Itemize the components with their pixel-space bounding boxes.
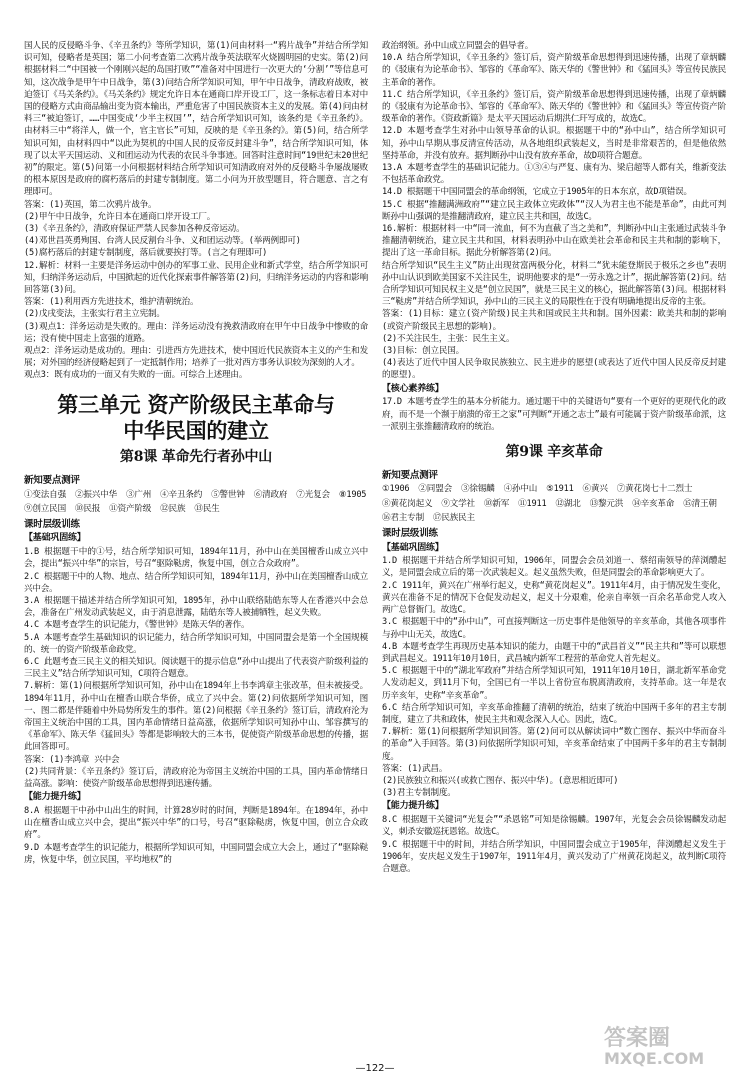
answer-line: (3)《辛丑条约》，清政府保证严禁人民参加各种反帝运动。 (24, 224, 245, 235)
key-point-item: ③广州 (125, 489, 152, 500)
exercise-item: 3.C 根据题干中的“孙中山”，可直接判断这一历史事件是他领导的辛亥革命，其他各项事件与孙中山无关，故选C。 (382, 617, 726, 640)
answer-line: (3)君主专制制度。 (382, 788, 456, 799)
key-point-item: ②同盟会 (418, 484, 452, 495)
answer-line: 答案：(1)目标：建立(资产阶级)民主共和国或民主共和制。国外因素：欧美共和制的影响(或资产阶级民主思想的影响)。 (382, 309, 726, 332)
exercise-item: 6.C 此题考查三民主义的相关知识。阅读题干的提示信息“孙中山提出了代表资产阶级利益的三民主义”结合所学知识可知，C项符合题意。 (24, 657, 368, 680)
answer-line: (2)戊戌变法，主张实行君主立宪制。 (24, 309, 165, 320)
key-point-item: ⑦黄花岗七十二烈士 (616, 484, 693, 495)
exercise-item: 结合所学知识“民生主义”防止出现贫富两极分化，材料二“犹未能登斯民于极乐之乡也”表明孙中山认识到欧美国家不关注民生，说明他要求的是“一劳永逸之计”，据此解答第(2)问。结合所学知识可知民权主义是“创立民国”，就是三民主义的核心，据此解答第(3)问。根据材料三“鞑虏”并结合所学知识，孙中山的三民主义的局限性在于没有明确地提出反帝的主张。 (382, 260, 726, 308)
key-point-item: ⑯君主专制 (382, 512, 424, 523)
key-points-9-list (382, 483, 726, 524)
key-point-item: ⑫湖北 (555, 498, 581, 509)
answer-line: 观点2：洋务运动是成功的。理由：引进西方先进技术，使中国近代民族资本主义的产生和发展；对外国的经济侵略起到了一定抵制作用；培养了一批对西方事务认识较为深刻的人才。 (24, 346, 368, 369)
key-point-item: ⑦光复会 (296, 489, 330, 500)
key-point-item: ⑨文学社 (441, 498, 475, 509)
lesson8-continued (382, 40, 726, 308)
two-column-body (24, 40, 726, 1062)
answer-line: 答案：(1)利用西方先进技术，维护清朝统治。 (24, 297, 199, 308)
exercise-item: 11.C 结合所学知识，《辛丑条约》签订后，资产阶级革命思想得到迅速传播，出现了章炳麟的《驳康有为论革命书》、邹容的《革命军》、陈天华的《警世钟》和《猛回头》等宣传资产阶级革命的著作。《资政新篇》是太平天国运动后期洪仁玕写成的，故选C。 (382, 89, 726, 125)
ability-heading: 【能力提升练】 (24, 792, 86, 803)
left-column (24, 40, 368, 1062)
exercise-item: 2.C 1911年，黄兴在广州举行起义，史称“黄花岗起义”。1911年4月，由于情况发生变化，黄兴在准备不足的情况下仓促发动起义，起义十分艰难，伦亲自率领一百余名革命党人攻入两广总督衙门。故选C。 (382, 580, 726, 616)
key-point-item: ①1906 (382, 484, 410, 495)
answer-line: (3)目标：创立民国。 (382, 346, 465, 357)
answer-line: (2)民族独立和振兴(或救亡图存、振兴中华)。(意思相近即可) (382, 775, 619, 786)
key-point-item: ⑬民生 (194, 503, 220, 514)
key-point-item: ④辛丑条约 (160, 489, 203, 500)
key-point-item: ⑬黎元洪 (589, 498, 624, 509)
answer-line: (2)共同背景：《辛丑条约》签订后，清政府沦为帝国主义统治中国的工具，国内革命情绪日益高涨。影响：使资产阶级革命思想得到迅速传播。 (24, 766, 368, 790)
basic-9-exercises (382, 555, 726, 762)
exercise-item: 12.D 本题考查学生对孙中山领导革命的认识。根据题干中的“孙中山”，结合所学知识可知，孙中山早期从事反清宣传活动，从各地组织武装起义，当时是非常艰苦的，但是他依然坚持革命，并没有放弃。据判断孙中山没有放弃革命，故D项符合题意。 (382, 126, 726, 161)
practice-9-heading: 课时层级训练 (382, 528, 438, 540)
key-points-heading: 新知要点测评 (24, 475, 80, 487)
key-point-item: ⑪资产阶级 (109, 503, 152, 514)
key-points-9-heading: 新知要点测评 (382, 469, 438, 481)
key-point-item: ⑨创立民国 (24, 503, 66, 514)
answer-line: (3)观点1：洋务运动是失败的。理由：洋务运动没有挽救清政府在甲午中日战争中惨败的命运；没有使中国走上富强的道路。 (24, 321, 368, 344)
unit-title-line-2: 中华民国的建立 (123, 417, 269, 443)
basic-heading: 【基础巩固练】 (24, 533, 86, 544)
key-point-item: ⑮清王朝 (683, 498, 717, 509)
lesson-8-title: 第8课 革命先行者孙中山 (119, 449, 273, 466)
answer-line: (4)邓世昌英勇殉国、台湾人民反割台斗争、义和团运动等。(举两例即可) (24, 236, 301, 247)
exercise-item: 10.A 结合所学知识，《辛丑条约》签订后，资产阶级革命思想得到迅速传播，出现了章炳麟的《驳康有为论革命书》、邹容的《革命军》、陈天华的《警世钟》和《猛回头》等宣传民族民主革命的著作。 (382, 53, 726, 88)
ability-9-exercises (382, 814, 726, 875)
exercise-item: 4.C 本题考查学生的识记能力，《警世钟》是陈天华的著作。 (24, 620, 250, 631)
key-point-item: ④孙中山 (503, 484, 538, 495)
answer-line: (5)腐朽落后的封建专制制度，落后就要挨打等。(言之有理即可) (24, 248, 268, 259)
analysis-paragraph: 国人民的反侵略斗争、《辛丑条约》等所学知识，第(1)问由材料一“鸦片战争”并结合所学知识可知，侵略者是英国；第二小问考查第二次鸦片战争英法联军火烧圆明园的史实。第(2)问根据材料二“中国被一个刚刚兴起的岛国打败”“准备对中国进行一次更大的‘分割’”等信息可知，这次战争是甲午中日战争，第(3)问结合所学知识可知，甲午中日战争，清政府战败，被迫签订《马关条约》。《马关条约》规定允许日本在通商口岸开设工厂，这一条标志着日本对中国的侵略方式由商品输出变为资本输出，严重危害了中国民族资本主义的发展。第(4)问由材料三“被迫签订，……中国变成‘少半主权国’”，结合所学知识可知，该条约是《辛丑条约》。由材料三中“将洋人，做一个，官主官长”可知，反映的是《辛丑条约》。第(5)问，结合所学知识可知，由材料四中“以此为契机的中国人民的反帝反封建斗争”，结合所学知识可知，体现了以太平天国运动、义和团运动为代表的农民斗争事迹。回答时注意时间“19世纪末20世纪初”的限定。第(5)问第一小问根据材料结合所学知识可知清政府对外的反侵略斗争屡战屡败的根本原因是政府的腐朽落后的封建专制制度。第二小问为开放型题目，符合题意、言之有理即可。 (24, 41, 368, 198)
answer-line: 答案：(1)李鸿章 兴中会 (24, 754, 120, 765)
answer-line: 观点3：既有成功的一面又有失败的一面。可综合上述理由。 (24, 370, 248, 381)
exercise-item: 8.C 根据题干关键词“光复会”“杀恩铭”可知是徐锡麟。1907年，光复会会员徐锡麟发动起义，刺杀安徽巡抚恩铭。故选C。 (382, 815, 726, 838)
exercise-item: 5.A 本题考查学生基础知识的识记能力，结合所学知识可知，中国同盟会是第一个全国规模的、统一的资产阶级革命政党。 (24, 632, 368, 655)
ability-exercises (24, 805, 368, 866)
exercise-item: 1.D 根据题干并结合所学知识可知，1906年，同盟会会员刘道一、蔡绍南领导的萍浏醴起义，是同盟会成立后的第一次武装起义。起义虽然失败，但是同盟会的革命影响更大了。 (382, 556, 726, 579)
watermark-logo (604, 1028, 736, 1078)
exercise-item: 5.C 根据题干中的“湖北军政府”并结合所学知识可知，1911年10月10日，湖北新军革命党人发动起义，到11月下旬，全国已有一半以上省份宣布脱离清政府，支持革命。这一年是农历辛亥年，史称“辛亥革命”。 (382, 666, 726, 701)
exercise-item: 13.A 本题考查学生的基础识记能力。①③④与严复、康有为、梁启超等人都有关，维新变法不包括革命政党。 (382, 163, 726, 186)
exercise-item: 政治纲领。孙中山成立同盟会的倡导者。 (382, 41, 534, 51)
exercise-item: 14.D 根据题干中国同盟会的革命纲领，它成立于1905年的日本东京，故D项错误。 (382, 187, 692, 198)
key-point-item: ⑧黄花岗起义 (382, 498, 433, 509)
key-point-item: ⑩民报 (74, 503, 101, 514)
unit-3-title (24, 392, 368, 445)
practice-heading: 课时层级训练 (24, 518, 80, 530)
key-point-item: ⑤1911 (546, 484, 574, 495)
exercise-item: 16.解析：根据材料一中“同一流血，何不为直截了当之美和”，判断孙中山主张通过武装斗争推翻清朝统治，建立民主共和国，材料表明孙中山在欧美社会革命和民主共和制的影响下，提出了这一革命目标。据此分析解答第(2)问。 (382, 224, 726, 259)
exercise-item: 8.A 根据题干中孙中山出生的时间，计算28岁时的时间，判断是1894年。在1894年，孙中山在檀香山成立兴中会，提出“振兴中华”的口号，号召“驱除鞑虏，恢复中国，创立合众政府”。 (24, 806, 368, 841)
answer-line: (4)表达了近代中国人民争取民族独立、民主进步的愿望(或表达了近代中国人民反帝反封建的愿望)。 (382, 358, 726, 381)
watermark-line-2: MXQE.COM (604, 1049, 705, 1068)
key-point-item: ⑭辛亥革命 (632, 498, 675, 509)
answer-line: (2)不关注民生，主张：民生主义。 (382, 333, 515, 344)
key-point-item: ⑫民族 (160, 503, 186, 514)
exercise-item: 17.D 本题考查学生的基本分析能力。通过题干中的关键语句“要有一个更好的更现代化的政府，而不是一个濒于崩溃的帝王之家”可判断“开通之志士”最有可能属于资产阶级革命派，这一派别主张推翻清政府的统治。 (382, 397, 726, 432)
basic-9-heading: 【基础巩固练】 (382, 542, 444, 553)
exercise-item: 2.C 根据题干中的人物、地点、结合所学知识可知，1894年11月，孙中山在美国檀香山成立兴中会。 (24, 571, 368, 594)
core-heading: 【核心素养练】 (382, 383, 444, 394)
q11-analysis (24, 40, 368, 199)
unit-title-line-1: 第三单元 资产阶级民主革命与 (57, 391, 335, 417)
page-number: —122— (355, 1063, 395, 1074)
q7-9-answers (382, 763, 726, 800)
key-point-item: ⑧1905 (338, 489, 367, 500)
q12-answers (24, 296, 368, 381)
q16-answers (382, 308, 726, 381)
key-point-item: ⑤警世钟 (211, 489, 245, 500)
core-exercises (382, 396, 726, 433)
answer-line: (2)甲午中日战争，允许日本在通商口岸开设工厂。 (24, 211, 216, 222)
exercise-item: 3.A 根据题干描述并结合所学知识可知，1895年，孙中山联络陆皓东等人在香港兴中会总会，准备在广州发动武装起义，由于消息泄露，陆皓东等人被捕牺牲，起义失败。 (24, 596, 368, 619)
basic-exercises (24, 546, 368, 753)
answer-line: 答案：(1)武昌。 (382, 763, 448, 774)
exercise-item: 9.C 根据题干中的时间，并结合所学知识，中国同盟会成立于1905年，萍浏醴起义发生于1906年，安庆起义发生于1907年，1911年4月，黄兴发动了广州黄花岗起义，故判断C项符合题意。 (382, 839, 726, 874)
analysis-paragraph: 12.解析：材料一主要是洋务运动中创办的军事工业、民用企业和新式学堂，结合所学知识可知，归纳洋务运动后，中国掀起的近代化探索事件解答第(2)问，归纳洋务运动的内容和影响回答第(3)问。 (24, 260, 368, 296)
key-point-item: ③徐锡麟 (460, 484, 495, 495)
exercise-item: 9.D 本题考查学生的识记能力，根据所学知识可知，中国同盟会成立大会上，通过了“驱除鞑虏，恢复中华，创立民国，平均地权”的 (24, 842, 368, 865)
key-point-item: ①变法自强 (24, 489, 66, 500)
exercise-item: 7.解析：第(1)问根据所学知识回答。第(2)问可以从解读词中“数亡图存、振兴中华而奋斗的革命”入手回答。第(3)问依据所学知识可知，辛亥革命结束了中国两千多年的君主专制制度。 (382, 727, 726, 762)
key-point-item: ⑥黄兴 (582, 484, 608, 495)
watermark-line-1: 答案圈 (604, 1026, 671, 1051)
key-point-item: ②振兴中华 (74, 489, 117, 500)
exercise-item: 15.C 根据“推翻满洲政府”“建立民主政体立宪政体”“汉人为君主也不能是革命”，由此可判断孙中山强调的是推翻清政府，建立民主共和国，故选C。 (382, 199, 726, 222)
exercise-item: 6.C 结合所学知识可知，辛亥革命推翻了清朝的统治，结束了统治中国两千多年的君主专制制度，建立了共和政体，使民主共和观念深入人心。因此，选C。 (382, 702, 726, 725)
answer-line: 答案：(1)英国，第二次鸦片战争。 (24, 199, 157, 210)
key-point-item: ⑥清政府 (253, 489, 288, 500)
q7-answers (24, 754, 368, 791)
exercise-item: 7.解析：第(1)问根据所学知识可知，孙中山在1894年上书李鸿章主张改革，但未被接受。1894年11月，孙中山在檀香山联合华侨，成立了兴中会。第(2)问依据所学知识可知，图一、图二都是伴随着中外局势所发生的事件。第(2)问根据《辛丑条约》签订后，清政府沦为帝国主义统治中国的工具，国内革命情绪日益高涨，依据所学知识可知孙中山、邹容撰写的《革命军》、陈天华《猛回头》等都是影响较大的三本书，促使资产阶级革命思想的传播，据此回答即可。 (24, 681, 368, 753)
key-points-list (24, 489, 368, 515)
exercise-item: 1.B 根据题干中的①号，结合所学知识可知，1894年11月，孙中山在美国檀香山成立兴中会，提出“振兴中华”的宗旨，号召“驱除鞑虏，恢复中国，创立合众政府”。 (24, 547, 368, 570)
key-point-item: ⑪1911 (518, 498, 547, 509)
exercise-item: 4.B 本题考查学生再现历史基本知识的能力，由题干中的“武昌首义”“民主共和”等可以联想到武昌起义。1911年10月10日，武昌城内新军工程营的革命党人首先起义。 (382, 641, 726, 664)
ability-9-heading: 【能力提升练】 (382, 801, 444, 812)
lesson-9-title: 第9课 辛亥革命 (505, 444, 603, 461)
key-point-item: ⑰民族民主 (432, 512, 475, 523)
q11-answers (24, 199, 368, 260)
key-point-item: ⑩新军 (483, 498, 510, 509)
right-column (382, 40, 726, 1062)
q12-analysis (24, 260, 368, 297)
